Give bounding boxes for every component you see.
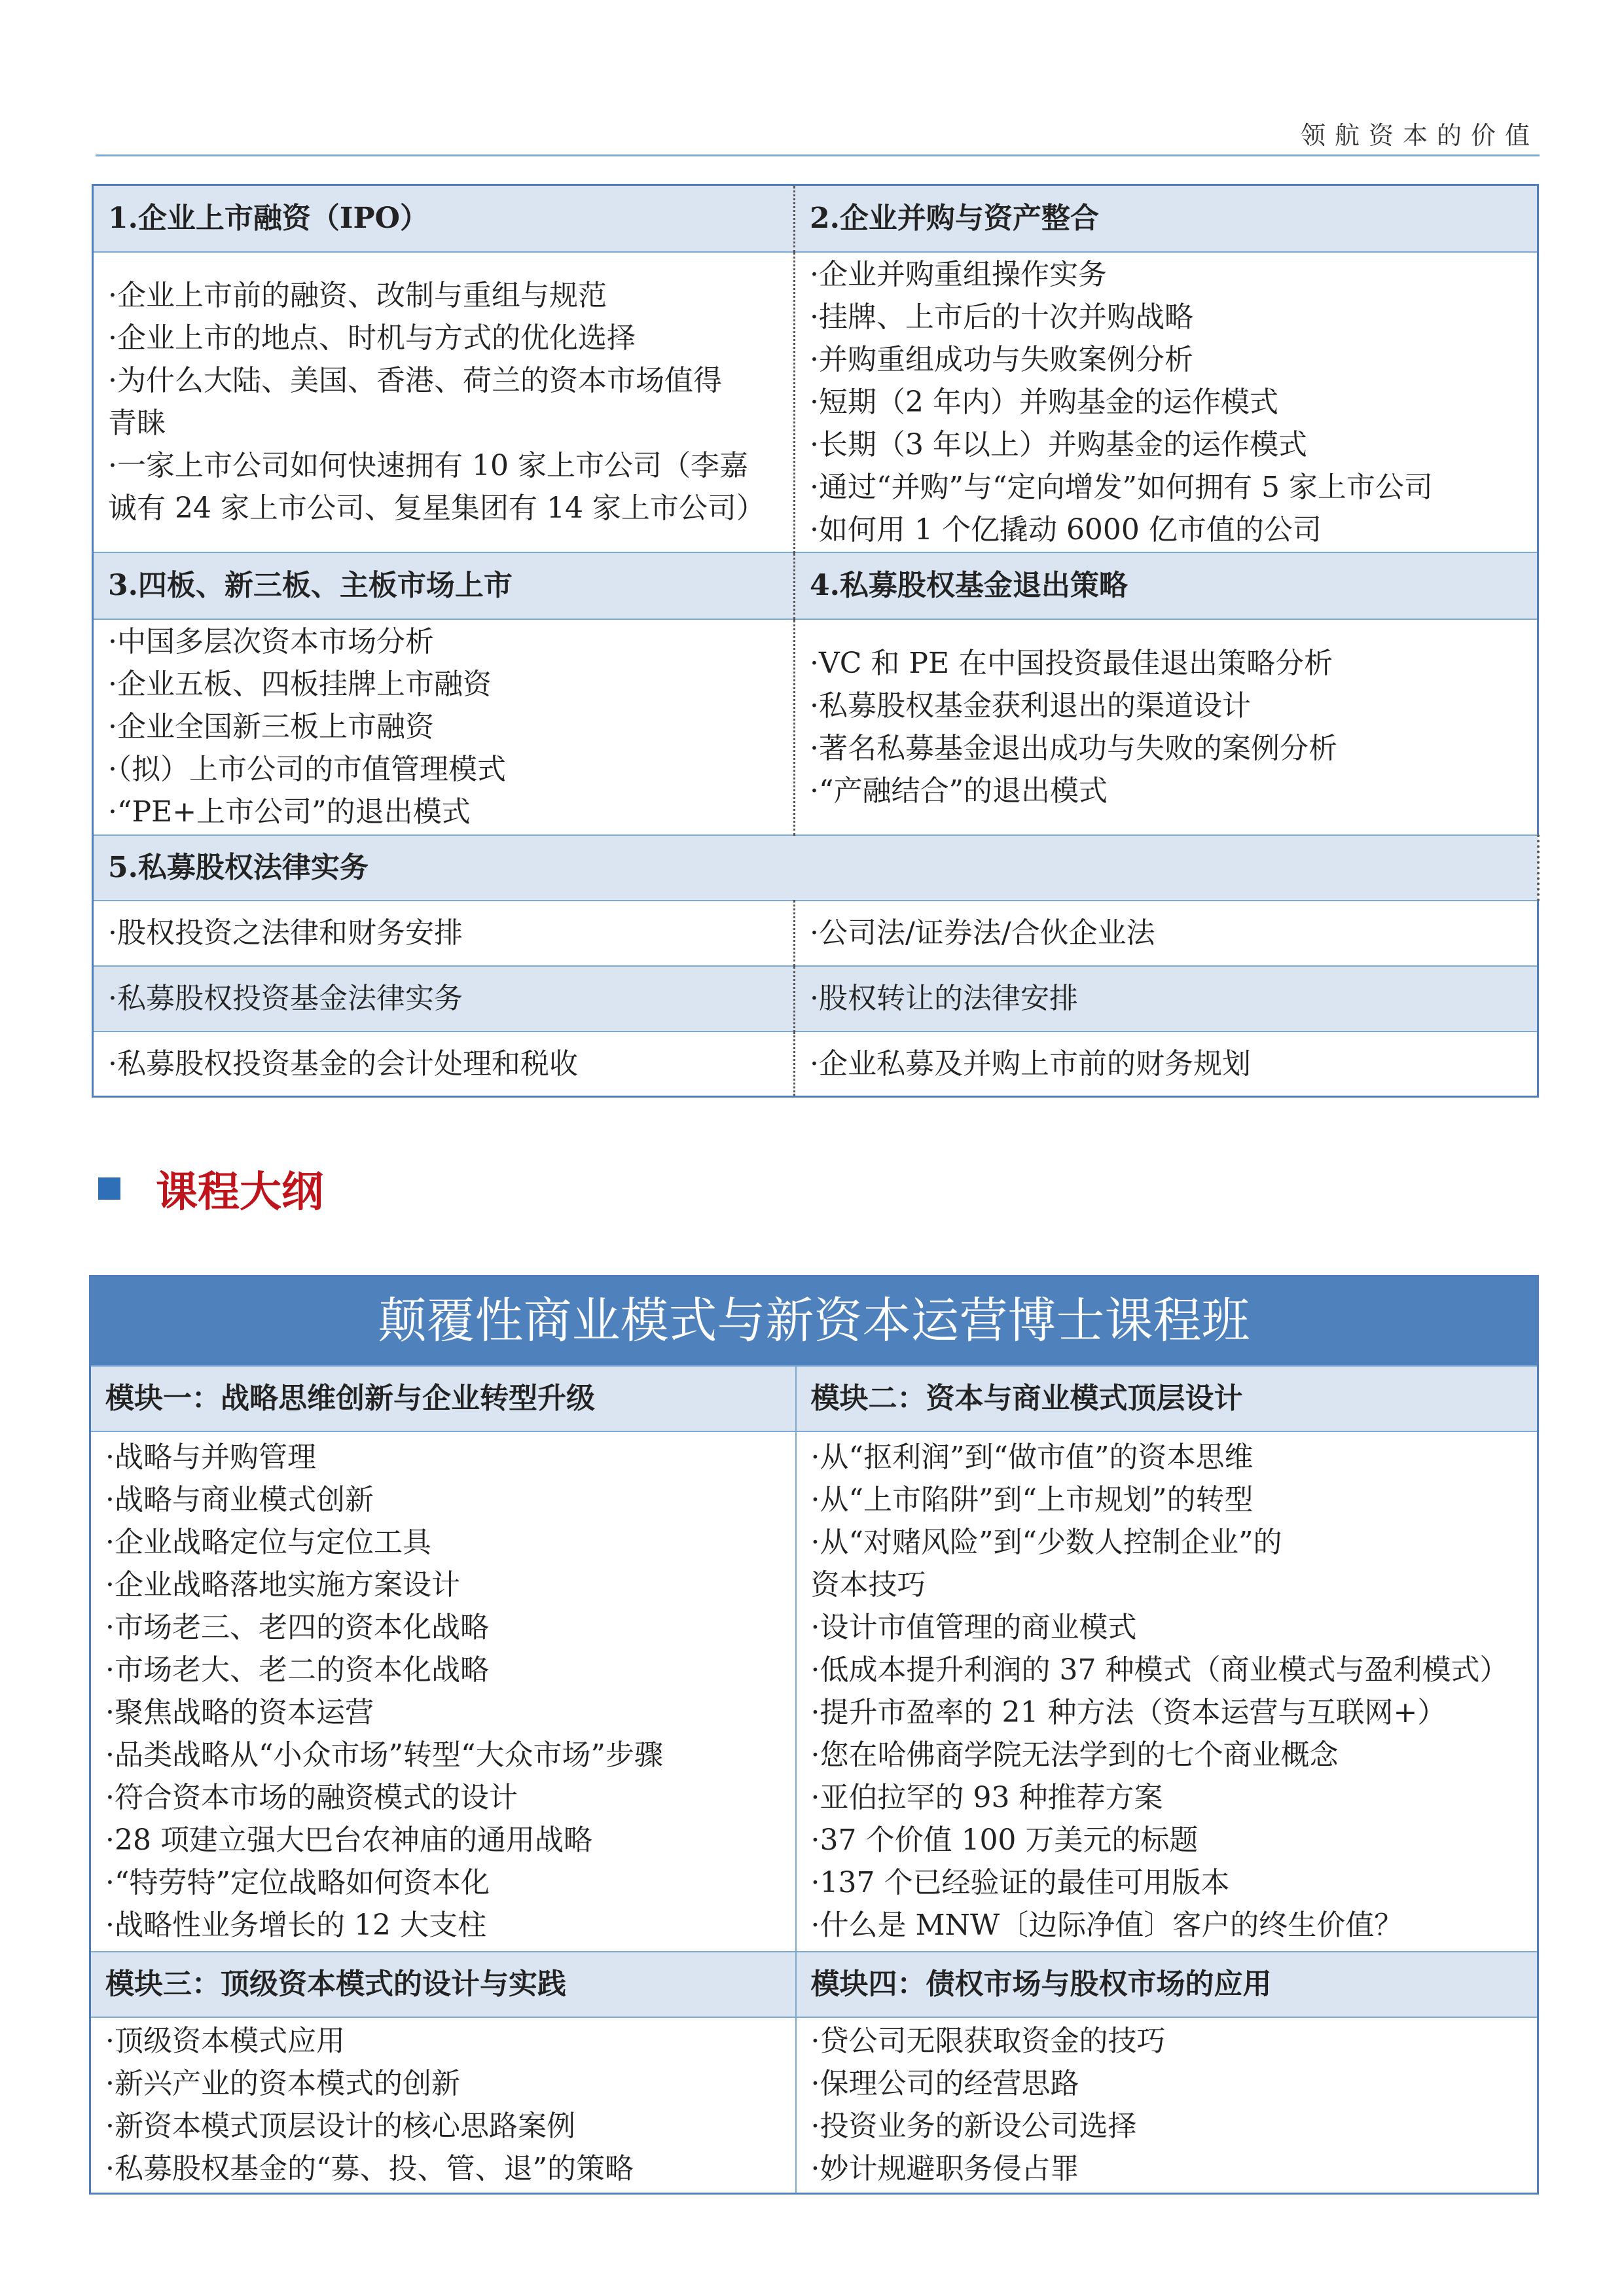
topic-1-content [93,252,795,552]
list-item: ·设计市值管理的商业模式 [810,1611,1137,1644]
topic-2-content [795,252,1538,552]
list-item: ·（拟）上市公司的市值管理模式 [108,753,506,786]
list-item: ·企业上市前的融资、改制与重组与规范 [108,279,607,312]
module-4-content [796,2017,1538,2194]
list-item: ·提升市盈率的 21 种方法（资本运营与互联网+） [810,1696,1447,1729]
topic-3-title: 3.四板、新三板、主板市场上市 [93,552,795,619]
module-3-list [105,2020,781,2190]
module-2-title: 模块二：资本与商业模式顶层设计 [796,1366,1538,1431]
section-heading [98,1158,323,1219]
list-item: ·企业五板、四板挂牌上市融资 [108,668,492,701]
topic-4-list [810,642,1523,812]
module-4-title: 模块四：债权市场与股权市场的应用 [796,1952,1538,2017]
list-item: ·为什么大陆、美国、香港、荷兰的资本市场值得 [108,364,722,397]
law-item-3-right: ·企业私募及并购上市前的财务规划 [795,1031,1538,1097]
list-item: ·保理公司的经营思路 [810,2067,1079,2101]
list-item: ·挂牌、上市后的十次并购战略 [810,300,1193,334]
list-item: ·聚焦战略的资本运营 [105,1696,374,1729]
law-item-1-left: ·股权投资之法律和财务安排 [93,901,795,966]
topic-2-list [810,253,1523,551]
list-item: ·战略性业务增长的 12 大支柱 [105,1909,486,1942]
list-item: ·企业战略定位与定位工具 [105,1526,431,1559]
list-item: ·低成本提升利润的 37 种模式（商业模式与盈利模式） [810,1653,1509,1687]
list-item: ·新兴产业的资本模式的创新 [105,2067,460,2101]
module-3-title: 模块三：顶级资本模式的设计与实践 [90,1952,796,2017]
list-item: ·长期（3 年以上）并购基金的运作模式 [810,427,1307,461]
list-item: ·市场老大、老二的资本化战略 [105,1653,489,1687]
course-outline-table [89,1275,1539,2195]
list-item: ·顶级资本模式应用 [105,2024,345,2058]
list-item: ·什么是 MNW〔边际净值〕客户的终生价值？ [810,1909,1403,1942]
list-item: ·通过“并购”与“定向增发”如何拥有 5 家上市公司 [810,470,1433,504]
topic-4-title: 4.私募股权基金退出策略 [795,552,1538,619]
list-item: 青睐 [108,406,166,440]
law-item-2-right: ·股权转让的法律安排 [795,966,1538,1031]
module-2-list [811,1436,1523,1946]
list-item: ·妙计规避职务侵占罪 [810,2152,1079,2186]
list-item: ·企业战略落地实施方案设计 [105,1568,460,1602]
law-item-2-left: ·私募股权投资基金法律实务 [93,966,795,1031]
list-item: ·37 个价值 100 万美元的标题 [810,1823,1199,1857]
list-item: ·如何用 1 个亿撬动 6000 亿市值的公司 [810,512,1322,547]
list-item: ·企业上市的地点、时机与方式的优化选择 [108,321,636,355]
law-item-1-right: ·公司法/证券法/合伙企业法 [795,901,1538,966]
list-item: ·贷公司无限获取资金的技巧 [810,2024,1166,2058]
page-header-title: 领航资本的价值 [1300,121,1539,150]
module-1-content [90,1431,796,1952]
topic-1-title: 1.企业上市融资（IPO） [93,185,795,252]
topic-2-title: 2.企业并购与资产整合 [795,185,1538,252]
module-2-content [796,1431,1538,1952]
list-item: ·著名私募基金退出成功与失败的案例分析 [810,731,1337,765]
list-item: ·企业并购重组操作实务 [810,257,1107,291]
list-item: ·私募股权基金的“募、投、管、退”的策略 [105,2152,634,2186]
list-item: ·品类战略从“小众市场”转型“大众市场”步骤 [105,1738,663,1772]
list-item: ·投资业务的新设公司选择 [810,2109,1137,2144]
list-item: ·一家上市公司如何快速拥有 10 家上市公司（李嘉 [108,449,748,482]
module-1-list [105,1436,781,1946]
list-item: ·符合资本市场的融资模式的设计 [105,1781,518,1814]
list-item: ·28 项建立强大巴台农神庙的通用战略 [105,1823,592,1857]
topic-3-content [93,619,795,835]
list-item: ·并购重组成功与失败案例分析 [810,342,1193,376]
module-3-content [90,2017,796,2194]
module-4-list [811,2020,1523,2190]
topics-table [92,184,1540,1098]
list-item: ·市场老三、老四的资本化战略 [105,1611,489,1644]
square-bullet-icon [98,1177,120,1200]
course-banner: 颠覆性商业模式与新资本运营博士课程班 [90,1276,1538,1366]
list-item: ·“产融结合”的退出模式 [810,774,1108,808]
list-item: 诚有 24 家上市公司、复星集团有 14 家上市公司） [108,492,765,525]
list-item: ·企业全国新三板上市融资 [108,710,434,744]
list-item: ·137 个已经验证的最佳可用版本 [810,1866,1230,1899]
list-item: 资本技巧 [810,1568,926,1602]
list-item: ·VC 和 PE 在中国投资最佳退出策略分析 [810,646,1333,680]
topic-4-content [795,619,1538,835]
topic-3-list [108,620,779,833]
list-item: ·“特劳特”定位战略如何资本化 [105,1866,490,1899]
list-item: ·中国多层次资本市场分析 [108,625,434,658]
list-item: ·战略与商业模式创新 [105,1483,374,1516]
section-heading-text: 课程大纲 [156,1168,323,1217]
list-item: ·从“抠利润”到“做市值”的资本思维 [810,1441,1254,1474]
header-divider [96,154,1540,156]
list-item: ·从“对赌风险”到“少数人控制企业”的 [810,1526,1282,1559]
list-item: ·战略与并购管理 [105,1441,316,1474]
module-1-title: 模块一：战略思维创新与企业转型升级 [90,1366,796,1431]
topic-1-list [108,274,779,529]
list-item: ·您在哈佛商学院无法学到的七个商业概念 [810,1738,1339,1772]
list-item: ·新资本模式顶层设计的核心思路案例 [105,2109,575,2144]
list-item: ·短期（2 年内）并购基金的运作模式 [810,385,1278,419]
list-item: ·私募股权基金获利退出的渠道设计 [810,689,1251,723]
list-item: ·“PE+上市公司”的退出模式 [108,795,471,829]
topic-5-title: 5.私募股权法律实务 [93,835,1538,901]
list-item: ·亚伯拉罕的 93 种推荐方案 [810,1781,1163,1814]
law-item-3-left: ·私募股权投资基金的会计处理和税收 [93,1031,795,1097]
list-item: ·从“上市陷阱”到“上市规划”的转型 [810,1483,1254,1516]
